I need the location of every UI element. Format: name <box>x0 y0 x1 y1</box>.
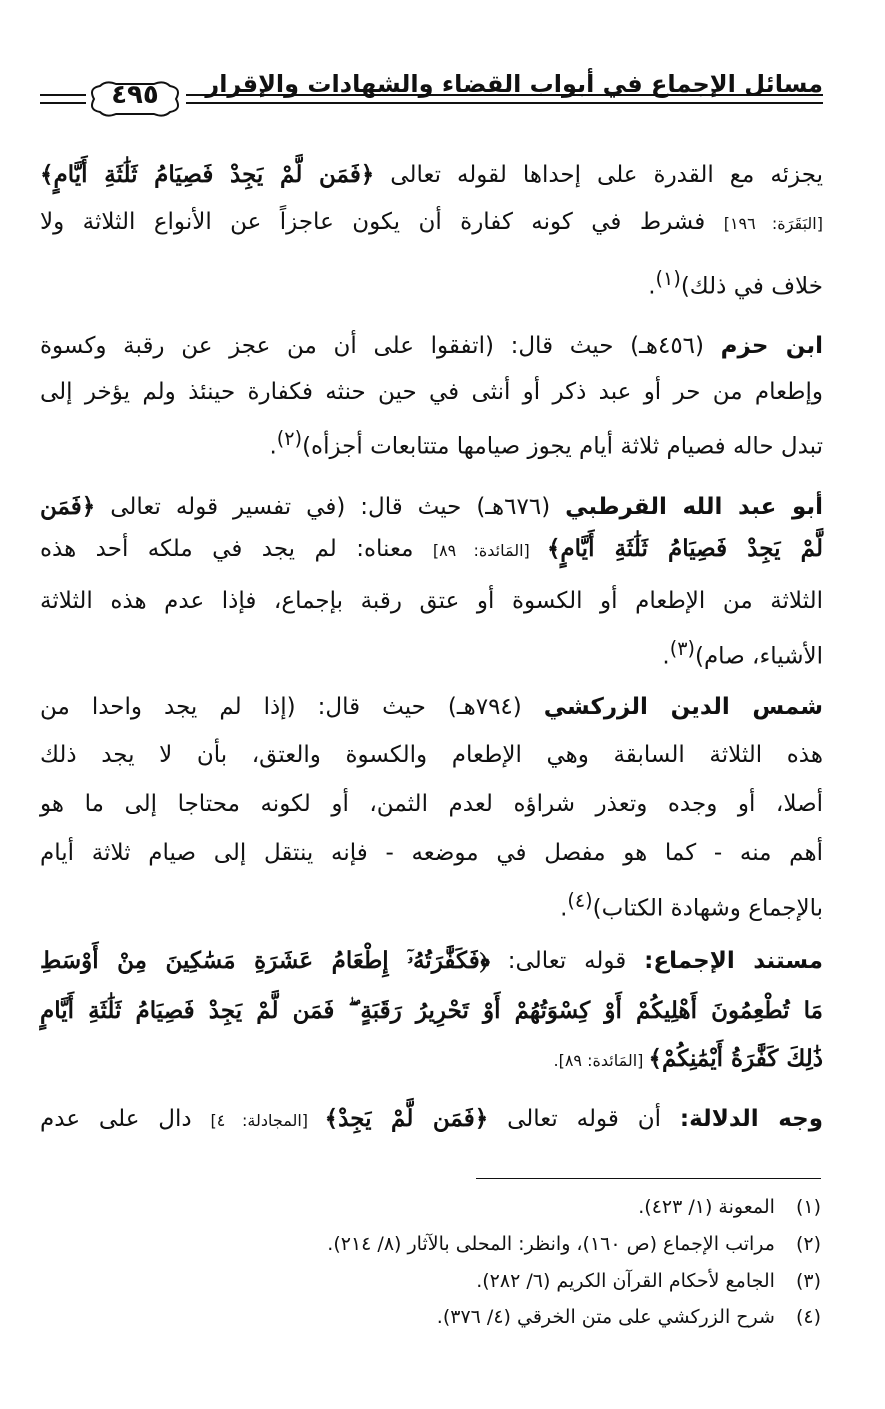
body-line <box>40 1038 823 1082</box>
text-run: الأشياء، صام) <box>694 643 823 670</box>
body-line <box>40 940 823 982</box>
verse-reference: [المَائدة: ٨٩]. <box>553 1051 649 1070</box>
quran-quote: ﴿فَمَن لَّمْ يَجِدْ﴾ <box>324 1105 489 1132</box>
text-run: معناه: لم يجد في ملكه أحد هذه <box>40 536 433 562</box>
body-line <box>40 201 823 245</box>
header-rule-right <box>186 94 823 96</box>
scholar-name: ابن حزم <box>720 333 823 359</box>
footnote-text: الجامع لأحكام القرآن الكريم (٦/ ٢٨٢). <box>476 1270 775 1292</box>
text-run: . <box>648 273 656 300</box>
body-line <box>40 154 823 196</box>
quran-quote: ﴿فَكَفَّٰرَتُهُۥٓ إِطْعَامُ عَشَرَةِ مَسَٰكِينَ مِنْ أَوْسَطِ <box>40 947 490 974</box>
body-line <box>40 325 823 367</box>
body-line <box>40 880 823 930</box>
body-line <box>40 486 823 528</box>
text-run: بالإجماع وشهادة الكتاب) <box>592 895 823 922</box>
footnote-separator <box>476 1178 821 1179</box>
verse-reference: [البَقَرَة: ١٩٦] <box>723 214 823 233</box>
running-title: مسائل الإجماع في أبواب القضاء والشهادات والإقرار <box>205 70 823 98</box>
footnote-marker: (١) <box>655 267 681 290</box>
quran-quote: ذَٰلِكَ كَفَّٰرَةُ أَيْمَٰنِكُمْ﴾ <box>648 1045 823 1072</box>
scholar-name: شمس الدين الزركشي <box>543 694 823 720</box>
quran-quote: ﴿فَمَن لَّمْ يَجِدْ فَصِيَامُ ثَلَٰثَةِ أَيَّامٍ﴾ <box>40 161 375 188</box>
text-run: فشرط في كونه كفارة أن يكون عاجزاً عن الأنواع الثلاثة ولا <box>40 209 724 235</box>
footnote-marker: (٤) <box>567 889 593 912</box>
footnote-number: (١) <box>795 1196 821 1218</box>
footnote-marker: (٣) <box>669 637 695 660</box>
quran-quote: ﴿فَمَن <box>40 493 96 520</box>
text-run: أن قوله تعالى <box>488 1106 680 1132</box>
text-run: (٤٥٦هـ) حيث قال: (اتفقوا على أن من عجز عن رقبة وكسوة <box>40 333 721 359</box>
footnote-item <box>638 1196 821 1218</box>
page-number-ornament <box>86 78 184 120</box>
body-line: أهم منه - كما هو مفصل في موضعه - فإنه ينتقل إلى صيام ثلاثة أيام <box>40 840 823 866</box>
quran-quote: لَّمْ يَجِدْ فَصِيَامُ ثَلَٰثَةِ أَيَّامٍ﴾ <box>546 535 823 562</box>
section-label: وجه الدلالة: <box>679 1106 824 1132</box>
body-line: هذه الثلاثة السابقة وهي الإطعام والكسوة والعتق، بأن لا يجد ذلك <box>40 742 823 768</box>
text-run: (٧٩٤هـ) حيث قال: (إذا لم يجد واحدا من <box>40 694 544 720</box>
text-run: . <box>662 643 670 670</box>
footnote-item <box>327 1233 821 1255</box>
footnote-number: (٢) <box>795 1233 821 1255</box>
body-line: الثلاثة من الإطعام أو الكسوة أو عتق رقبة بإجماع، فإذا عدم هذه الثلاثة <box>40 588 823 614</box>
scholar-name: أبو عبد الله القرطبي <box>565 494 823 520</box>
verse-reference: [المَائدة: ٨٩] <box>432 541 547 560</box>
text-run: يجزئه مع القدرة على إحداها لقوله تعالى <box>374 162 823 188</box>
body-line <box>40 628 823 678</box>
footnote-text: المعونة (١/ ٤٢٣). <box>638 1196 775 1218</box>
body-line <box>40 528 823 572</box>
body-line: أصلا، أو وجده وتعذر شراؤه لعدم الثمن، أو لكونه محتاجا إلى ما هو <box>40 791 823 817</box>
header-rule-right-lower <box>186 102 823 104</box>
footnote-item <box>476 1270 821 1292</box>
header-rule-left <box>40 94 86 96</box>
footnote-number: (٤) <box>795 1306 821 1328</box>
body-line <box>40 686 823 728</box>
page-number: ٤٩٥ <box>111 80 159 110</box>
footnote-marker: (٢) <box>276 427 303 450</box>
text-run: (٦٧٦هـ) حيث قال: (في تفسير قوله تعالى <box>95 494 566 520</box>
footnote-number: (٣) <box>795 1270 821 1292</box>
body-line <box>40 990 823 1032</box>
verse-reference: [المجادلة: ٤] <box>210 1111 325 1130</box>
quran-quote: مَا تُطْعِمُونَ أَهْلِيكُمْ أَوْ كِسْوَتُهُمْ أَوْ تَحْرِيرُ رَقَبَةٍ ۖ فَمَن لَّمْ يَجِدْ فَصِيَامُ ثَلَٰثَةِ أَيَّامٍ <box>40 997 823 1024</box>
body-line: وإطعام من حر أو عبد ذكر أو أنثى في حين حنثه فكفارة حينئذ ولم يؤخر إلى <box>40 379 823 405</box>
text-run: خلاف في ذلك) <box>680 273 823 300</box>
text-run: . <box>560 895 568 922</box>
text-run: تبدل حاله فصيام ثلاثة أيام يجوز صيامها متتابعات أجزأه) <box>302 433 823 460</box>
header-rule-left-lower <box>40 102 86 104</box>
footnote-item <box>437 1306 821 1328</box>
section-label: مستند الإجماع: <box>644 948 823 974</box>
text-run: دال على عدم <box>40 1106 211 1132</box>
body-line <box>40 258 823 308</box>
footnote-text: شرح الزركشي على متن الخرقي (٤/ ٣٧٦). <box>436 1306 775 1328</box>
footnote-text: مراتب الإجماع (ص ١٦٠)، وانظر: المحلى بالآثار (٨/ ٢١٤). <box>327 1233 775 1255</box>
body-line <box>40 1098 823 1142</box>
body-line <box>40 418 823 468</box>
text-run: قوله تعالى: <box>489 948 645 974</box>
text-run: . <box>269 433 277 460</box>
